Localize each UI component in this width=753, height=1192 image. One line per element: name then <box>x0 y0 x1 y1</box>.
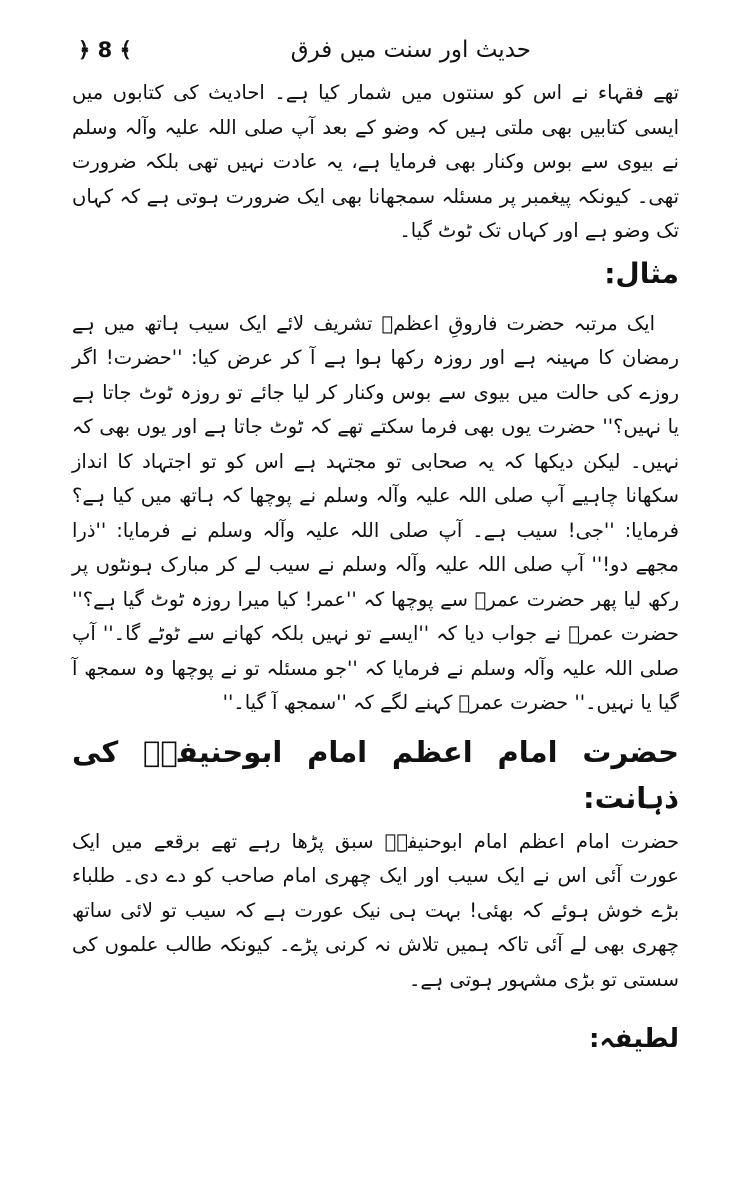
paragraph-wudu: تھے فقہاء نے اس کو سنتوں میں شمار کیا ہے۔ احادیث کی کتابوں میں ایسی کتابیں بھی ملتی ہیں کہ وضو کے بعد آپ صلی اللہ علیہ وآلہ وسلم نے بیوی سے بوس وکنار بھی فرمایا ہے، یہ عادت نہیں تھی بلکہ ضرورت تھی۔ کیونکہ پیغمبر پر مسئلہ سمجھانا بھی ایک ضرورت ہوتی ہے کہ کہاں تک وضو ہے اور کہاں تک ٹوٹ گیا۔ <box>72 81 679 242</box>
heading-imam-abu-hanifa: حضرت امام اعظم امام ابوحنیفہؒ کی ذہانت: <box>72 734 679 815</box>
paragraph-umar-apple: ایک مرتبہ حضرت فاروقِ اعظمؓ تشریف لائے ایک سیب ہاتھ میں ہے رمضان کا مہینہ ہے اور روزہ رکھا ہوا ہے آ کر عرض کیا: ''حضرت! اگر روزے کی حالت میں بیوی سے بوس وکنار کر لیا جائے تو روزہ ٹوٹ جاتا ہے یا نہیں؟'' حضرت یوں بھی فرما سکتے تھے کہ ٹوٹ جاتا ہے اور یوں بھی کہ نہیں۔ لیکن دیکھا کہ یہ صحابی تو مجتہد ہے اس کو تو اجتہاد کا انداز سکھانا چاہیے آپ صلی اللہ علیہ وآلہ وسلم نے پوچھا کہ ہاتھ میں کیا ہے؟ فرمایا: ''جی! سیب ہے۔ آپ صلی اللہ علیہ وآلہ وسلم نے فرمایا: ''ذرا مجھے دو!'' آپ صلی اللہ علیہ وآلہ وسلم نے سیب لے کر مبارک ہونٹوں پر رکھ لیا پھر حضرت عمرؓ سے پوچھا کہ ''عمر! کیا میرا روزہ ٹوٹ گیا ہے؟'' حضرت عمرؓ نے جواب دیا کہ ''ایسے تو نہیں بلکہ کھانے سے ٹوٹے گا۔'' آپ صلی اللہ علیہ وآلہ وسلم نے فرمایا کہ ''جو مسئلہ تو نے پوچھا وہ سمجھ آ گیا یا نہیں۔'' حضرت عمرؓ کہنے لگے کہ ''سمجھ آ گیا۔'' <box>72 311 679 714</box>
heading-example: مثال: <box>604 256 679 290</box>
heading-latifa: لطیفہ: <box>588 1024 679 1054</box>
page-header <box>78 30 531 70</box>
page-body <box>72 76 679 997</box>
page-number: ﴿ 8 ﴾ <box>78 38 132 62</box>
paragraph-imam-apple: حضرت امام اعظم امام ابوحنیفہؒ سبق پڑھا رہے تھے برقعے میں ایک عورت آئی اس نے ایک سیب اور ایک چھری امام صاحب کو دے دی۔ طلباء بڑے خوش ہوئے کہ بھئی! بہت ہی نیک عورت ہے کہ سیب تو لائی ساتھ چھری بھی لے آئی تاکہ ہمیں تلاش نہ کرنی پڑے۔ کیونکہ طالب علموں کی سستی تو بڑی مشہور ہوتی ہے۔ <box>72 829 679 991</box>
running-title: حدیث اور سنت میں فرق <box>290 37 531 63</box>
